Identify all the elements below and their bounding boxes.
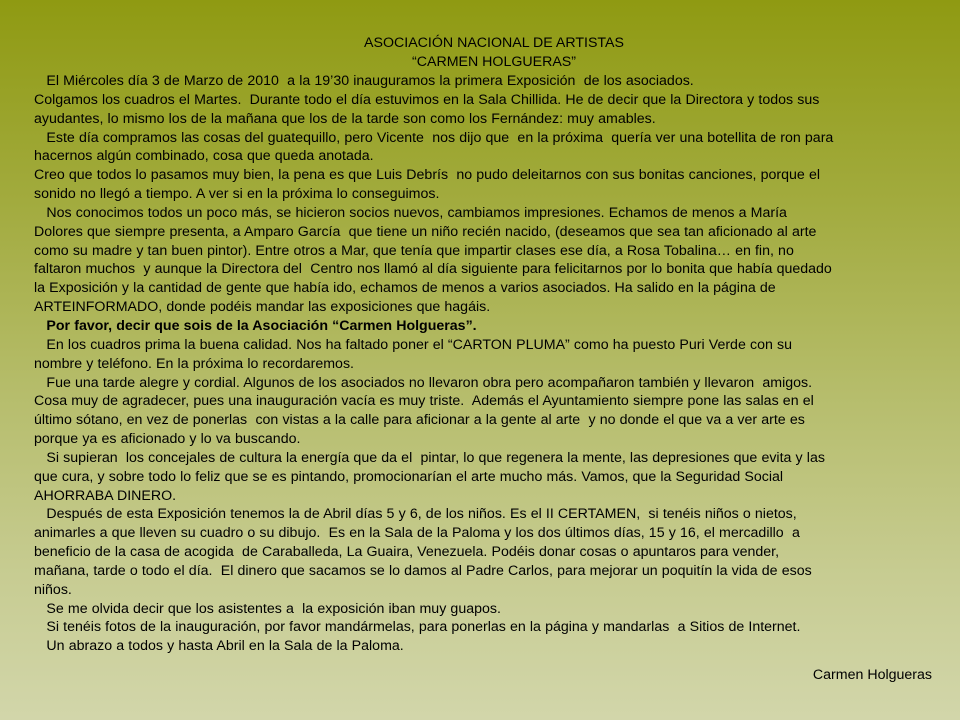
text-line: faltaron muchos y aunque la Directora del Centro nos llamó al día siguiente para felicitarnos por lo bonita que había quedado (34, 261, 832, 278)
text-line: Un abrazo a todos y hasta Abril en la Sala de la Paloma. (34, 638, 404, 655)
text-line: animarles a que lleven su cuadro o su dibujo. Es en la Sala de la Paloma y los dos últimos días, 15 y 16, el mercadillo a (34, 525, 800, 542)
text-line: la Exposición y la cantidad de gente que había ido, echamos de menos a varios asociados. Ha salido en la página de (34, 280, 776, 297)
text-line: Se me olvida decir que los asistentes a la exposición iban muy guapos. (34, 600, 501, 617)
text-line: Fue una tarde alegre y cordial. Algunos de los asociados no llevaron obra pero acompañaron también y llevaron amigos. (34, 374, 813, 391)
organization-subtitle: “CARMEN HOLGUERAS” (412, 54, 576, 70)
text-line: ARTEINFORMADO, donde podéis mandar las exposiciones que hagáis. (34, 299, 491, 316)
text-line: Este día compramos las cosas del guatequillo, pero Vicente nos dijo que en la próxima quería ver una botellita de ron para (34, 129, 834, 146)
text-line: mañana, tarde o todo el día. El dinero que sacamos se lo damos al Padre Carlos, para mejorar un poquitín la vida de esos (34, 562, 812, 579)
text-line: Creo que todos lo pasamos muy bien, la pena es que Luis Debrís no pudo deleitarnos con sus bonitas canciones, porque el (34, 167, 820, 184)
text-line: Si tenéis fotos de la inauguración, por favor mandármelas, para ponerlas en la página y mandarlas a Sitios de Internet. (34, 619, 801, 636)
text-line: Si supieran los concejales de cultura la energía que da el pintar, lo que regenera la mente, las depresiones que evita y las (34, 449, 825, 466)
text-line: niños. (34, 581, 72, 598)
letter-body (34, 72, 934, 656)
text-line: El Miércoles día 3 de Marzo de 2010 a la 19’30 inauguramos la primera Exposición de los asociados. (34, 73, 694, 89)
text-line: ayudantes, lo mismo los de la mañana que los de la tarde son como los Fernández: muy amables. (34, 110, 656, 127)
text-line: Después de esta Exposición tenemos la de Abril días 5 y 6, de los niños. Es el II CERTAMEN, si tenéis niños o nietos, (34, 506, 797, 523)
text-line: último sótano, en vez de ponerlas con vistas a la calle para aficionar a la gente al arte y no donde el que va a ver arte es (34, 412, 805, 429)
text-line: nombre y teléfono. En la próxima lo recordaremos. (34, 355, 354, 372)
text-line: hacernos algún combinado, cosa que queda anotada. (34, 148, 374, 165)
emphasis-line: Por favor, decir que sois de la Asociación “Carmen Holgueras”. (34, 317, 477, 334)
organization-title: ASOCIACIÓN NACIONAL DE ARTISTAS (364, 35, 624, 51)
text-line: sonido no llegó a tiempo. A ver si en la próxima lo conseguimos. (34, 186, 440, 203)
text-line: que cura, y sobre todo lo feliz que se es pintando, promocionarían el arte mucho más. Vamos, que la Seguridad Social (34, 468, 784, 485)
text-line: Nos conocimos todos un poco más, se hicieron socios nuevos, cambiamos impresiones. Echamos de menos a María (34, 204, 787, 221)
text-line: En los cuadros prima la buena calidad. Nos ha faltado poner el “CARTON PLUMA” como ha puesto Puri Verde con su (34, 336, 792, 353)
text-line: como su madre y tan buen pintor). Entre otros a Mar, que tenía que impartir clases ese día, a Rosa Tobalina… en fin, no (34, 242, 794, 259)
text-line: beneficio de la casa de acogida de Caraballeda, La Guaira, Venezuela. Podéis donar cosas o apuntaros para vender, (34, 544, 780, 561)
text-line: Colgamos los cuadros el Martes. Durante todo el día estuvimos en la Sala Chillida. He de decir que la Directora y todos sus (34, 91, 820, 108)
text-line: Dolores que siempre presenta, a Amparo García que tiene un niño recién nacido, (deseamos que sea tan aficionado al arte (34, 223, 817, 240)
text-line: AHORRABA DINERO. (34, 487, 177, 504)
signature: Carmen Holgueras (812, 667, 932, 683)
header (34, 34, 934, 72)
text-line: porque ya es aficionado y lo va buscando. (34, 431, 301, 448)
text-line: Cosa muy de agradecer, pues una inauguración vacía es muy triste. Además el Ayuntamiento siempre pone las salas en el (34, 393, 814, 410)
